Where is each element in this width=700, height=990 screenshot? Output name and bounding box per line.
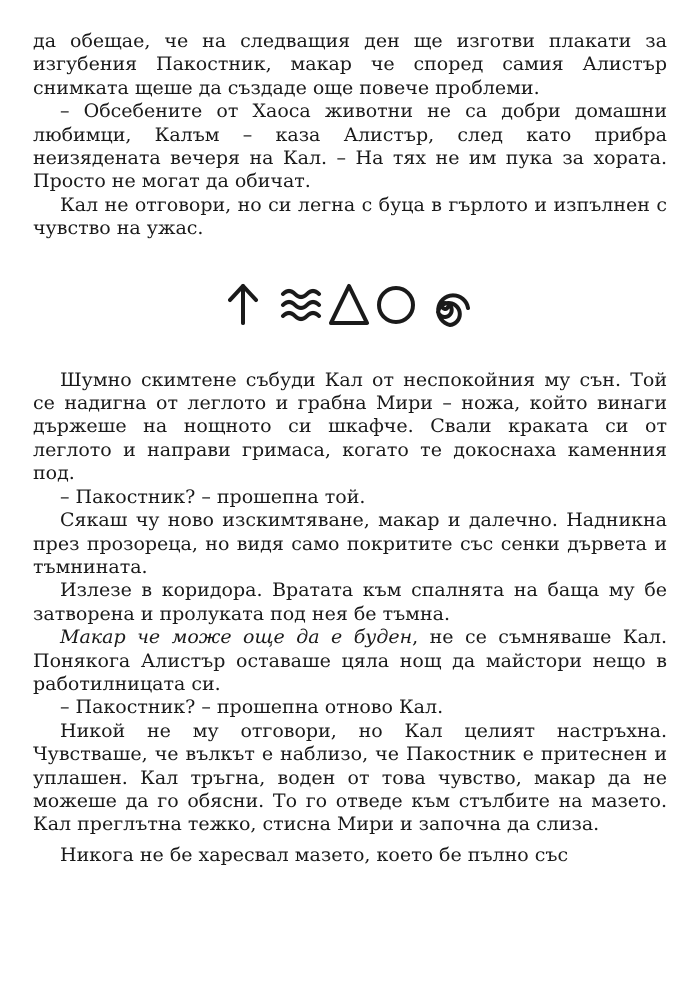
paragraph-cut-off: Никога не бе харесвал мазето, което бе пълно със <box>60 843 569 866</box>
paragraph: Кал не отговори, но си легна с буца в гърлото и изпълнен с чувство на ужас. <box>33 193 667 240</box>
section-divider <box>33 267 667 341</box>
paragraph-continuation: да обещае, че на следващия ден ще изготви плакати за изгубения Пакостник, макар че според самия Алистър снимката щеше да създаде още повече проблеми. <box>33 30 667 99</box>
spiral-icon <box>438 295 468 325</box>
book-page <box>33 30 667 867</box>
paragraph-dialogue: – Пакостник? – прошепна той. <box>60 485 366 508</box>
air-waves-icon <box>283 291 319 319</box>
paragraph-italic-thought <box>33 626 667 696</box>
up-arrow-icon <box>230 286 256 323</box>
paragraph-dialogue: – Обсебените от Хаоса животни не са добри домашни любимци, Калъм – каза Алистър, след като прибра неизядената вечеря на Кал. – На тях не им пука за хората. Просто не могат да обичат. <box>33 100 667 193</box>
paragraph-dialogue: – Пакостник? – прошепна отново Кал. <box>60 696 444 719</box>
thought-continuation: , не се съмняваше Кал. Понякога Алистър оставаше цяла нощ да майстори нещо в работилницата си. <box>33 626 667 695</box>
paragraph: Излезе в коридора. Вратата към спалнята на баща му бе затворена и пролуката под нея бе тъмна. <box>33 579 667 625</box>
triangle-icon <box>331 286 367 323</box>
paragraph: Никой не му отговори, но Кал целият настръхна. Чувстваше, че вълкът е наблизо, че Пакостник е притеснен и уплашен. Кал тръгна, воден от това чувство, макар да не можеше да го обясни. То го отведе към стълбите на мазето. Кал преглътна тежко, стисна Мири и започна да слиза. <box>33 719 667 836</box>
circle-icon <box>379 288 413 322</box>
paragraph: Шумно скимтене събуди Кал от неспокойния му сън. Той се надигна от леглото и грабна Мири – ножа, който винаги държеше на нощното си шкафче. Свали краката си от леглото и направи гримаса, когато те докоснаха каменния под. <box>33 368 667 485</box>
italic-thought: Макар че може още да е буден <box>60 626 413 649</box>
paragraph: Сякаш чу ново изскимтяване, макар и далечно. Надникна през прозореца, но видя само покритите със сенки дървета и тъмнината. <box>33 509 667 578</box>
